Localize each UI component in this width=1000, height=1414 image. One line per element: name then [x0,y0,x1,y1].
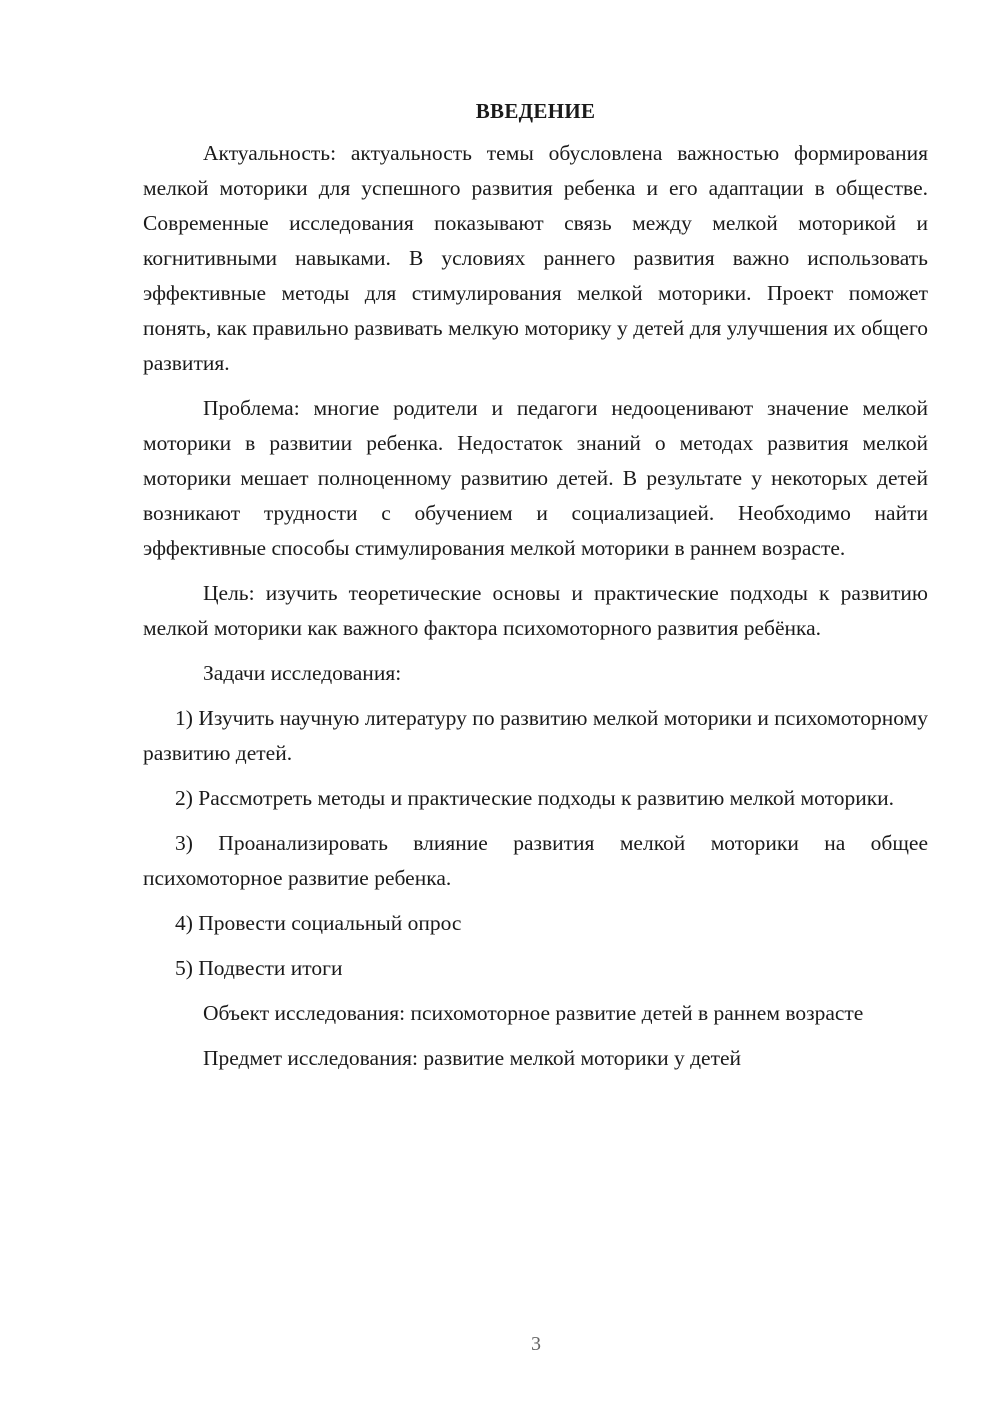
task-item-4: 4) Провести социальный опрос [175,911,462,935]
task-item-5: 5) Подвести итоги [175,956,343,980]
subject-paragraph: Предмет исследования: развитие мелкой моторики у детей [203,1046,742,1070]
relevance-paragraph: Актуальность: актуальность темы обусловлена важностью формирования мелкой моторики для успешного развития ребенка и его адаптации в обществе. Современные исследования показывают связь между мелкой моторикой и когнитивными навыками. В условиях раннего развития важно использовать эффективные методы для стимулирования мелкой моторики. Проект поможет понять, как правильно развивать мелкую моторику у детей для улучшения их общего развития. [143,141,928,375]
section-heading: ВВЕДЕНИЕ [475,99,596,123]
tasks-title: Задачи исследования: [203,661,402,685]
object-paragraph: Объект исследования: психомоторное развитие детей в раннем возрасте [203,1001,864,1025]
problem-paragraph: Проблема: многие родители и педагоги недооценивают значение мелкой моторики в развитии ребенка. Недостаток знаний о методах развития мелкой моторики мешает полноценному развитию детей. В результате у некоторых детей возникают трудности с обучением и социализацией. Необходимо найти эффективные способы стимулирования мелкой моторики в раннем возрасте. [143,396,928,560]
task-item-1: 1) Изучить научную литературу по развитию мелкой моторики и психомоторному развитию детей. [143,706,928,765]
page-number: 3 [531,1333,541,1355]
document-page [143,96,928,1086]
task-item-3: 3) Проанализировать влияние развития мелкой моторики на общее психомоторное развитие ребенка. [143,831,928,890]
task-item-2: 2) Рассмотреть методы и практические подходы к развитию мелкой моторики. [175,786,895,810]
goal-paragraph: Цель: изучить теоретические основы и практические подходы к развитию мелкой моторики как важного фактора психомоторного развития ребёнка. [143,581,928,640]
